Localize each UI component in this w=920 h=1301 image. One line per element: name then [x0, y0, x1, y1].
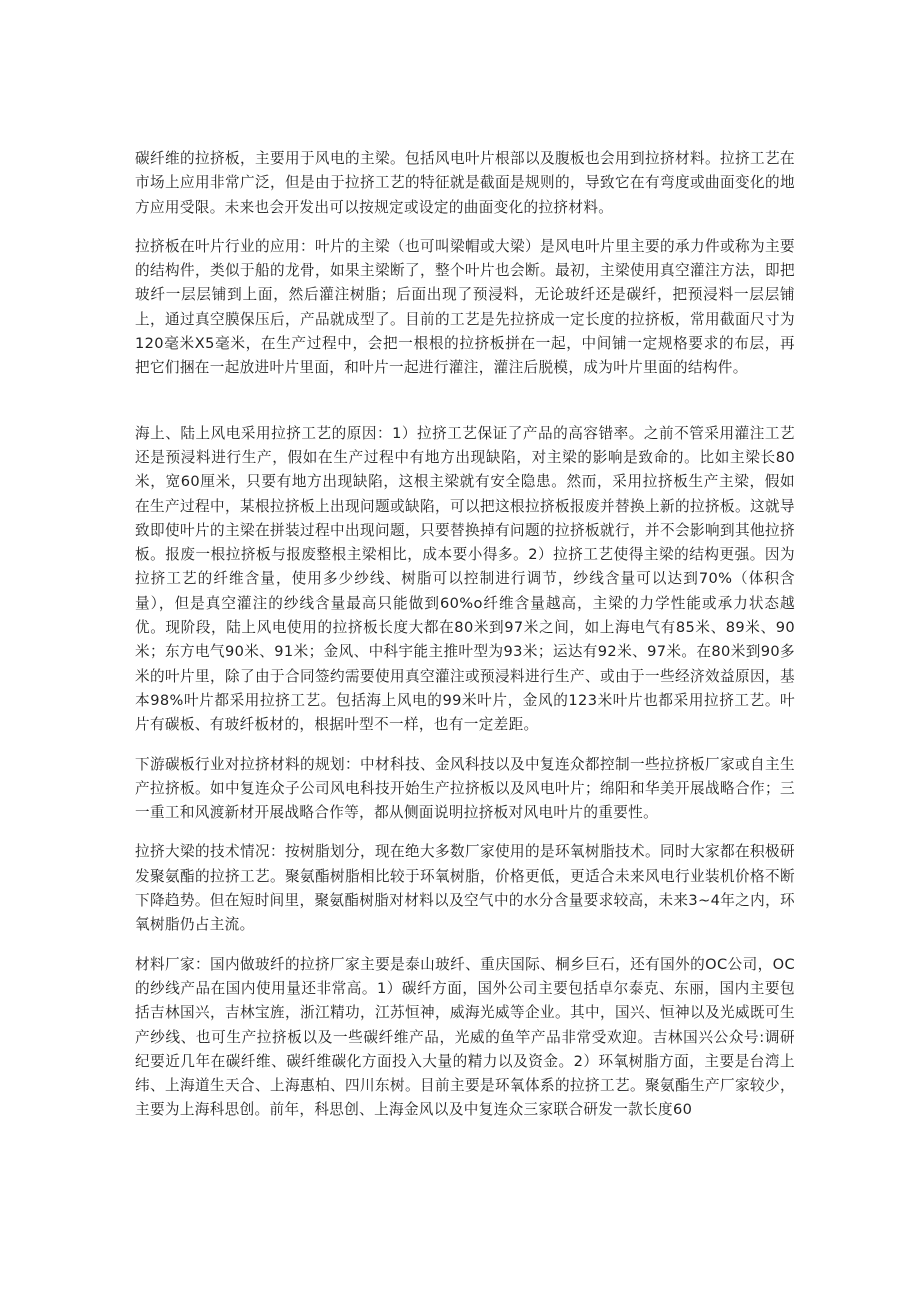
paragraph-spar-cap-technology: 拉挤大梁的技术情况：按树脂划分，现在绝大多数厂家使用的是环氧树脂技术。同时大家都在积极研发聚氨酯的拉挤工艺。聚氨酯树脂相比较于环氧树脂，价格更低，更适合未来风电行业装机价格不断下降趋势。但在短时间里，聚氨酯树脂对材料以及空气中的水分含量要求较高，未来3~4年之内，环氧树脂仍占主流。 — [135, 843, 795, 934]
document-body — [135, 147, 795, 1123]
paragraph-offshore-onshore-reasons: 海上、陆上风电采用拉挤工艺的原因：1）拉挤工艺保证了产品的高容错率。之前不管采用灌注工艺还是预浸料进行生产，假如在生产过程中有地方出现缺陷，对主梁的影响是致命的。比如主梁长80米，宽60厘米，只要有地方出现缺陷，这根主梁就有安全隐患。然而，采用拉挤板生产主梁，假如在生产过程中，某根拉挤板上出现问题或缺陷，可以把这根拉挤板报废并替换上新的拉挤板。这就导致即使叶片的主梁在拼装过程中出现问题，只要替换掉有问题的拉挤板就行，并不会影响到其他拉挤板。报废一根拉挤板与报废整根主梁相比，成本要小得多。2）拉挤工艺使得主梁的结构更强。因为拉挤工艺的纤维含量，使用多少纱线、树脂可以控制进行调节，纱线含量可以达到70%（体积含量），但是真空灌注的纱线含量最高只能做到60%o纤维含量越高，主梁的力学性能或承力状态越优。现阶段，陆上风电使用的拉挤板长度大都在80米到97米之间，如上海电气有85米、89米、90米；东方电气90米、91米；金风、中科宇能主推叶型为93米；运达有92米、97米。在80米到90多米的叶片里，除了由于合同签约需要使用真空灌注或预浸料进行生产、或由于一些经济效益原因，基本98%叶片都采用拉挤工艺。包括海上风电的99米叶片，金风的123米叶片也都采用拉挤工艺。叶片有碳板、有玻纤板材的，根据叶型不一样，也有一定差距。 — [135, 424, 795, 734]
paragraph-downstream-planning: 下游碳板行业对拉挤材料的规划：中材科技、金风科技以及中复连众都控制一些拉挤板厂家或自主生产拉挤板。如中复连众子公司风电科技开始生产拉挤板以及风电叶片；绵阳和华美开展战略合作；三一重工和风渡新材开展战略合作等，都从侧面说明拉挤板对风电叶片的重要性。 — [135, 755, 795, 822]
paragraph-carbon-fiber-pultruded-board: 碳纤维的拉挤板，主要用于风电的主梁。包括风电叶片根部以及腹板也会用到拉挤材料。拉挤工艺在市场上应用非常广泛，但是由于拉挤工艺的特征就是截面是规则的，导致它在有弯度或曲面变化的地方应用受限。未来也会开发出可以按规定或设定的曲面变化的拉挤材料。 — [135, 150, 795, 216]
paragraph-blade-industry-application: 拉挤板在叶片行业的应用：叶片的主梁（也可叫梁帽或大梁）是风电叶片里主要的承力件或称为主要的结构件，类似于船的龙骨，如果主梁断了，整个叶片也会断。最初，主梁使用真空灌注方法，即把玻纤一层层铺到上面，然后灌注树脂；后面出现了预浸料，无论玻纤还是碳纤，把预浸料一层层铺上，通过真空膜保压后，产品就成型了。目前的工艺是先拉挤成一定长度的拉挤板，常用截面尺寸为120毫米X5毫米，在生产过程中，会把一根根的拉挤板拼在一起，中间铺一定规格要求的布层，再把它们捆在一起放进叶片里面，和叶片一起进行灌注，灌注后脱模，成为叶片里面的结构件。 — [135, 237, 795, 377]
paragraph-material-manufacturers: 材料厂家：国内做玻纤的拉挤厂家主要是泰山玻纤、重庆国际、桐乡巨石，还有国外的OC公司，OC的纱线产品在国内使用量还非常高。1）碳纤方面，国外公司主要包括卓尔泰克、东丽，国内主要包括吉林国兴，吉林宝旌，浙江精功，江苏恒神，威海光威等企业。其中，国兴、恒神以及光威既可生产纱线、也可生产拉挤板以及一些碳纤维产品，光威的鱼竿产品非常受欢迎。吉林国兴公众号:调研纪要近几年在碳纤维、碳纤维碳化方面投入大量的精力以及资金。2）环氧树脂方面，主要是台湾上纬、上海道生天合、上海惠柏、四川东树。目前主要是环氧体系的拉挤工艺。聚氨酯生产厂家较少，主要为上海科思创。前年，科思创、上海金风以及中复连众三家联合研发一款长度60 — [135, 955, 795, 1119]
